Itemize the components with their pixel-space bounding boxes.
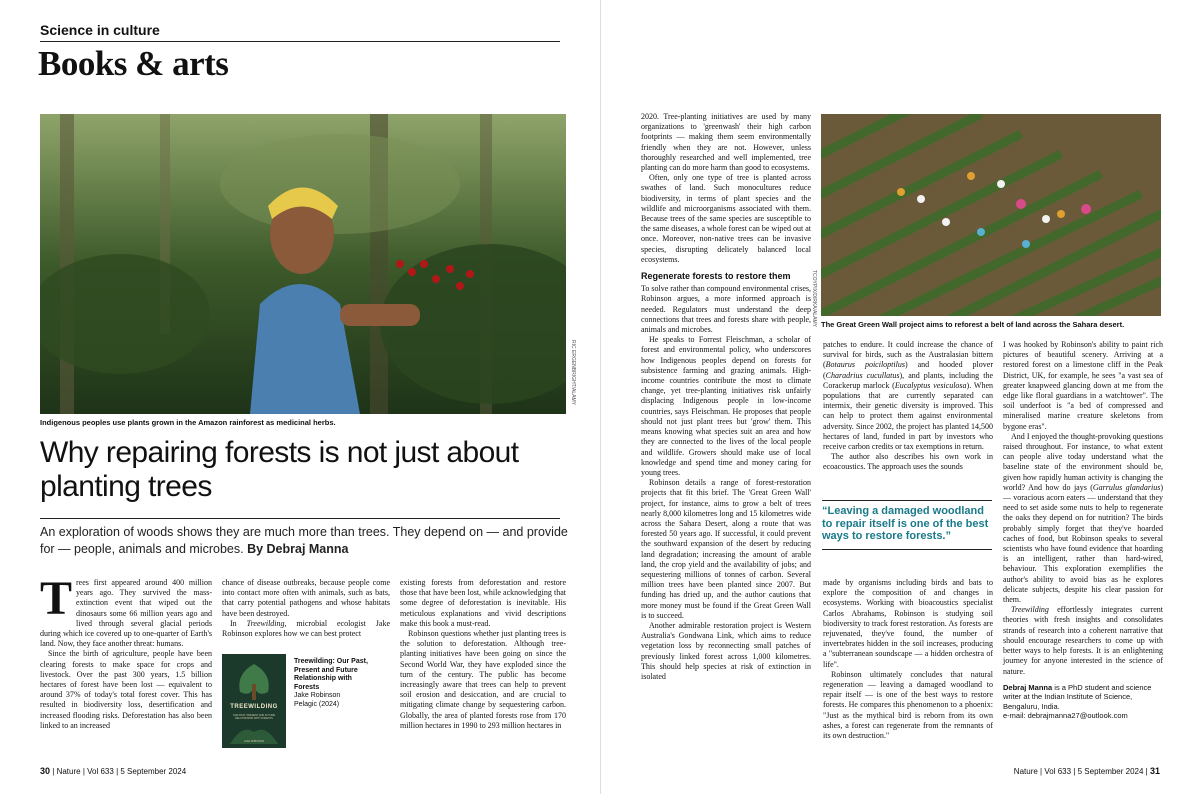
paragraph: made by organisms including birds and bats to explore the composition of and changes in ecosystems. Working with bioacoustics specialist Carlos Abrahams, Robinson is studying soil biodiversity to track forest restoration. As forests are rejuvenated, they've found, the number of invertebrates hidden in the soil increases, producing a "subterranean soundscape — a hidden orchestra of life". <box>823 578 993 669</box>
left-footer: 30 | Nature | Vol 633 | 5 September 2024 <box>40 766 187 776</box>
paragraph: existing forests from deforestation and restore those that have been lost, while acknowledging that some degree of deforestation is inevitable. His meticulous explanations and vivid descriptions make this book a must-read. <box>400 578 566 628</box>
issue-date: 5 September 2024 <box>1077 767 1144 776</box>
paragraph: To solve rather than compound environmental crises, Robinson argues, a more informed approach is needed. Regulators must understand the deep connections that trees and forests share with people, animals and microbes. <box>641 284 811 335</box>
standfirst-text: An exploration of woods shows they are much more than trees. They depend on — and provide for — people, animals and microbes. <box>40 525 568 556</box>
right-column-1 <box>641 112 811 682</box>
right-column-2-lower <box>823 578 993 741</box>
paragraph: chance of disease outbreaks, because people come into contact more often with animals, such as bats, that carry potential pathogens and whose habitats have been destroyed. <box>222 578 390 618</box>
right-page <box>600 0 1200 794</box>
book-info-box <box>222 654 374 748</box>
book-cover-subtitle: OUR PAST, PRESENT AND FUTURE RELATIONSHIP WITH FORESTS <box>232 714 276 720</box>
paragraph: Robinson details a range of forest-restoration projects that fit this brief. The 'Great Green Wall' project, for instance, aims to grow a belt of trees nearly 8,000 kilometres long and 15 kilometres wide across the Sahara Desert, along a route that was forested 50 years ago. If successful, it could prevent the southward expansion of the desert by reducing land degradation; increasing the amount of arable land, the crop yield and the availability of jobs; and sequestering millions of tonnes of carbon. Several million trees have been planted since 2007. But funding has dried up, and the author cautions that more money must be found if the Great Green Wall is to succeed. <box>641 478 811 620</box>
standfirst <box>40 524 570 558</box>
author-bio: Debraj Manna is a PhD student and science writer at the Indian Institute of Science, Bengaluru, India. <box>1003 682 1152 711</box>
paragraph: In Treewilding, microbial ecologist Jake Robinson explores how we can best protect <box>222 618 390 639</box>
paragraph: I was hooked by Robinson's ability to paint rich pictures of beautiful scenery. Arriving at a restored forest on a limestone cliff in the Peak District, UK, for example, he sees "a vast sea of greater knapweed glancing down at me from the edge like floral guardians in a watchtower". The soil underfoot is "a bed of compressed and mineralised marine creature skeletons from bygone eras". <box>1003 340 1163 431</box>
rainforest-photo <box>40 114 566 414</box>
paragraph: The author also describes his own work in ecoacoustics. The approach uses the sounds <box>823 452 993 472</box>
volume: Vol 633 <box>1044 767 1072 776</box>
right-column-3 <box>1003 340 1163 721</box>
paragraph: Often, only one type of tree is planted across swathes of land. Such monocultures reduce biodiversity, in terms of plant species and the wildlife and microorganisms associated with them. Because trees of the same species are susceptible to the same diseases, a whole forest can be wiped out at once. Moreover, non-native trees can be invasive species, disrupting delicately balanced local ecosystems. <box>641 173 811 264</box>
book-author: Jake Robinson <box>294 692 341 699</box>
paragraph: Robinson questions whether just planting trees is the solution to deforestation. Although tree-planting initiatives have been going on since the Second World War, they have exploded since the turn of the century. The public has become increasingly aware that trees can help to prevent soil erosion and desiccation, and are crucial to mitigating climate change by sequestering carbon. Globally, the area of planted forests rose from 170 million hectares in 1990 to 293 million hectares in <box>400 629 566 730</box>
photo-caption: The Great Green Wall project aims to reforest a belt of land across the Sahara desert. <box>821 320 1125 329</box>
left-column-1 <box>40 572 212 731</box>
photo-caption: Indigenous peoples use plants grown in the Amazon rainforest as medicinal herbs. <box>40 418 336 427</box>
book-publisher: Pelagic (2024) <box>294 700 340 708</box>
article-headline: Why repairing forests is not just about planting trees <box>40 436 519 503</box>
dropcap: T <box>40 572 73 625</box>
pull-quote: “Leaving a damaged woodland to repair itself is one of the best ways to restore forests.” <box>822 500 992 550</box>
book-cover-title: TREEWILDING <box>230 704 278 710</box>
paragraph: patches to endure. It could increase the chance of survival for birds, such as the Australasian bittern (Botaurus poiciloptilus) and hooded plover (Charadrius cucullatus), and plants, including the Corackerup marlock (Eucalyptus vesiculosa). When populations that are currently separated can intermix, their genetic diversity is improved. This can help to protect them against environmental adversity. Since 2002, the project has planted 14,500 hectares of land, funded in part by investors who receive carbon credits or tax exemptions in return. <box>823 340 993 452</box>
journal-name: Nature <box>56 767 81 776</box>
volume: Vol 633 <box>87 767 114 776</box>
paragraph: Trees first appeared around 400 million years ago. They survived the mass-extinction event that wiped out the dinosaurs some 66 million years ago and lived through several glacial periods during which ice covered up to one-quarter of Earth's land. Now, they face another threat: humans. <box>40 572 212 649</box>
right-footer: Nature | Vol 633 | 5 September 2024 | 31 <box>1013 766 1160 776</box>
paragraph: He speaks to Forrest Fleischman, a scholar of forest and environmental policy, who underscores how Indigenous peoples depend on forests for subsistence farming and grazing animals. High-income countries contribute the most to climate change, yet tree-planting initiatives risk unfairly displacing Indigenous people in low-income countries, says Fleischman. He proposes that people should not just plant trees but 'grow' them. This means knowing what species suit an area and how they are connected to the lives of the local people and wildlife. Growers should make use of local knowledge and spend time and money caring for young trees. <box>641 335 811 477</box>
paragraph: Robinson ultimately concludes that natural regeneration — leaving a damaged woodland to repair itself — is one of the best ways to restore forests. He compares this phenomenon to a phoenix: "Just as the mythical bird is reborn from its own ashes, a forest can regenerate from the remnants of its own destruction." <box>823 669 993 741</box>
photo-credit: TCOYPIX/DIRKA/ALAMY <box>811 270 817 327</box>
page-number: 31 <box>1149 766 1160 776</box>
paragraph: Another admirable restoration project is Western Australia's Gondwana Link, which aims to reduce vegetation loss by reconnecting small patches of previously linked forest across 1,000 kilometres. This should help species at risk of extinction in isolated <box>641 620 811 681</box>
section-kicker: Science in culture <box>40 22 160 38</box>
book-details <box>294 658 378 709</box>
right-column-2 <box>823 340 993 473</box>
paragraph: Treewilding effortlessly integrates current theories with fresh insights and consolidates strands of research into a coherent narrative that should encourage researchers to come up with better ways to help forests. It is an enlightening journey for anyone interested in the science of nature. <box>1003 605 1163 676</box>
paragraph: Since the birth of agriculture, people have been clearing forests to make space for crops and livestock. Over the past 300 years, 1.5 billion hectares of forest have been lost — equivalent to around 37% of today's total forest cover. This has resulted in biodiversity loss, desertification and increased flooding risks. Deforestation has also been linked to an increased <box>40 649 212 730</box>
top-rule <box>40 41 560 42</box>
left-column-3 <box>400 578 566 731</box>
page-number: 30 <box>40 766 51 776</box>
paragraph: 2020. Tree-planting initiatives are used by many organizations to 'greenwash' their high carbon footprints — making them seem environmentally friendly when they are not. However, unless thoroughly researched and well implemented, tree planting can do more harm than good to ecosystems. <box>641 112 811 173</box>
subheading: Regenerate forests to restore them <box>641 271 791 282</box>
photo-credit: RIC ERGENBRIGHT/ALAMY <box>570 340 576 406</box>
journal-name: Nature <box>1013 767 1038 776</box>
paragraph: And I enjoyed the thought-provoking questions raised throughout. For instance, to what extent can people alive today understand what the baseline state of the environment should be, given how rapidly human activity is changing the world? And how do jays (Garrulus glandarius) — voracious acorn eaters — understand that they need to set aside some nuts to help to regenerate the oaks they depend on for nutrition? The birds probably simply forget that they've hoarded caches of food, but Robinson speaks to several scientists who have found evidence that hoarding is an intelligent, rather than hard-wired, behaviour. This exploration exemplifies the author's ability to avoid bias as he explores delicate subjects, despite his clear passion for them. <box>1003 431 1163 605</box>
standfirst-rule <box>40 518 560 519</box>
section-title: Books & arts <box>38 44 229 83</box>
issue-date: 5 September 2024 <box>120 767 187 776</box>
left-column-2 <box>222 578 390 639</box>
byline: By Debraj Manna <box>247 542 349 556</box>
book-title: Treewilding: Our Past, Present and Future Relationship with Forests <box>294 658 368 691</box>
book-cover-image <box>222 654 286 748</box>
author-email: e-mail: debrajmanna27@outlook.com <box>1003 711 1128 721</box>
book-cover-author: JAKE ROBINSON <box>243 740 265 743</box>
great-green-wall-photo <box>821 114 1161 316</box>
